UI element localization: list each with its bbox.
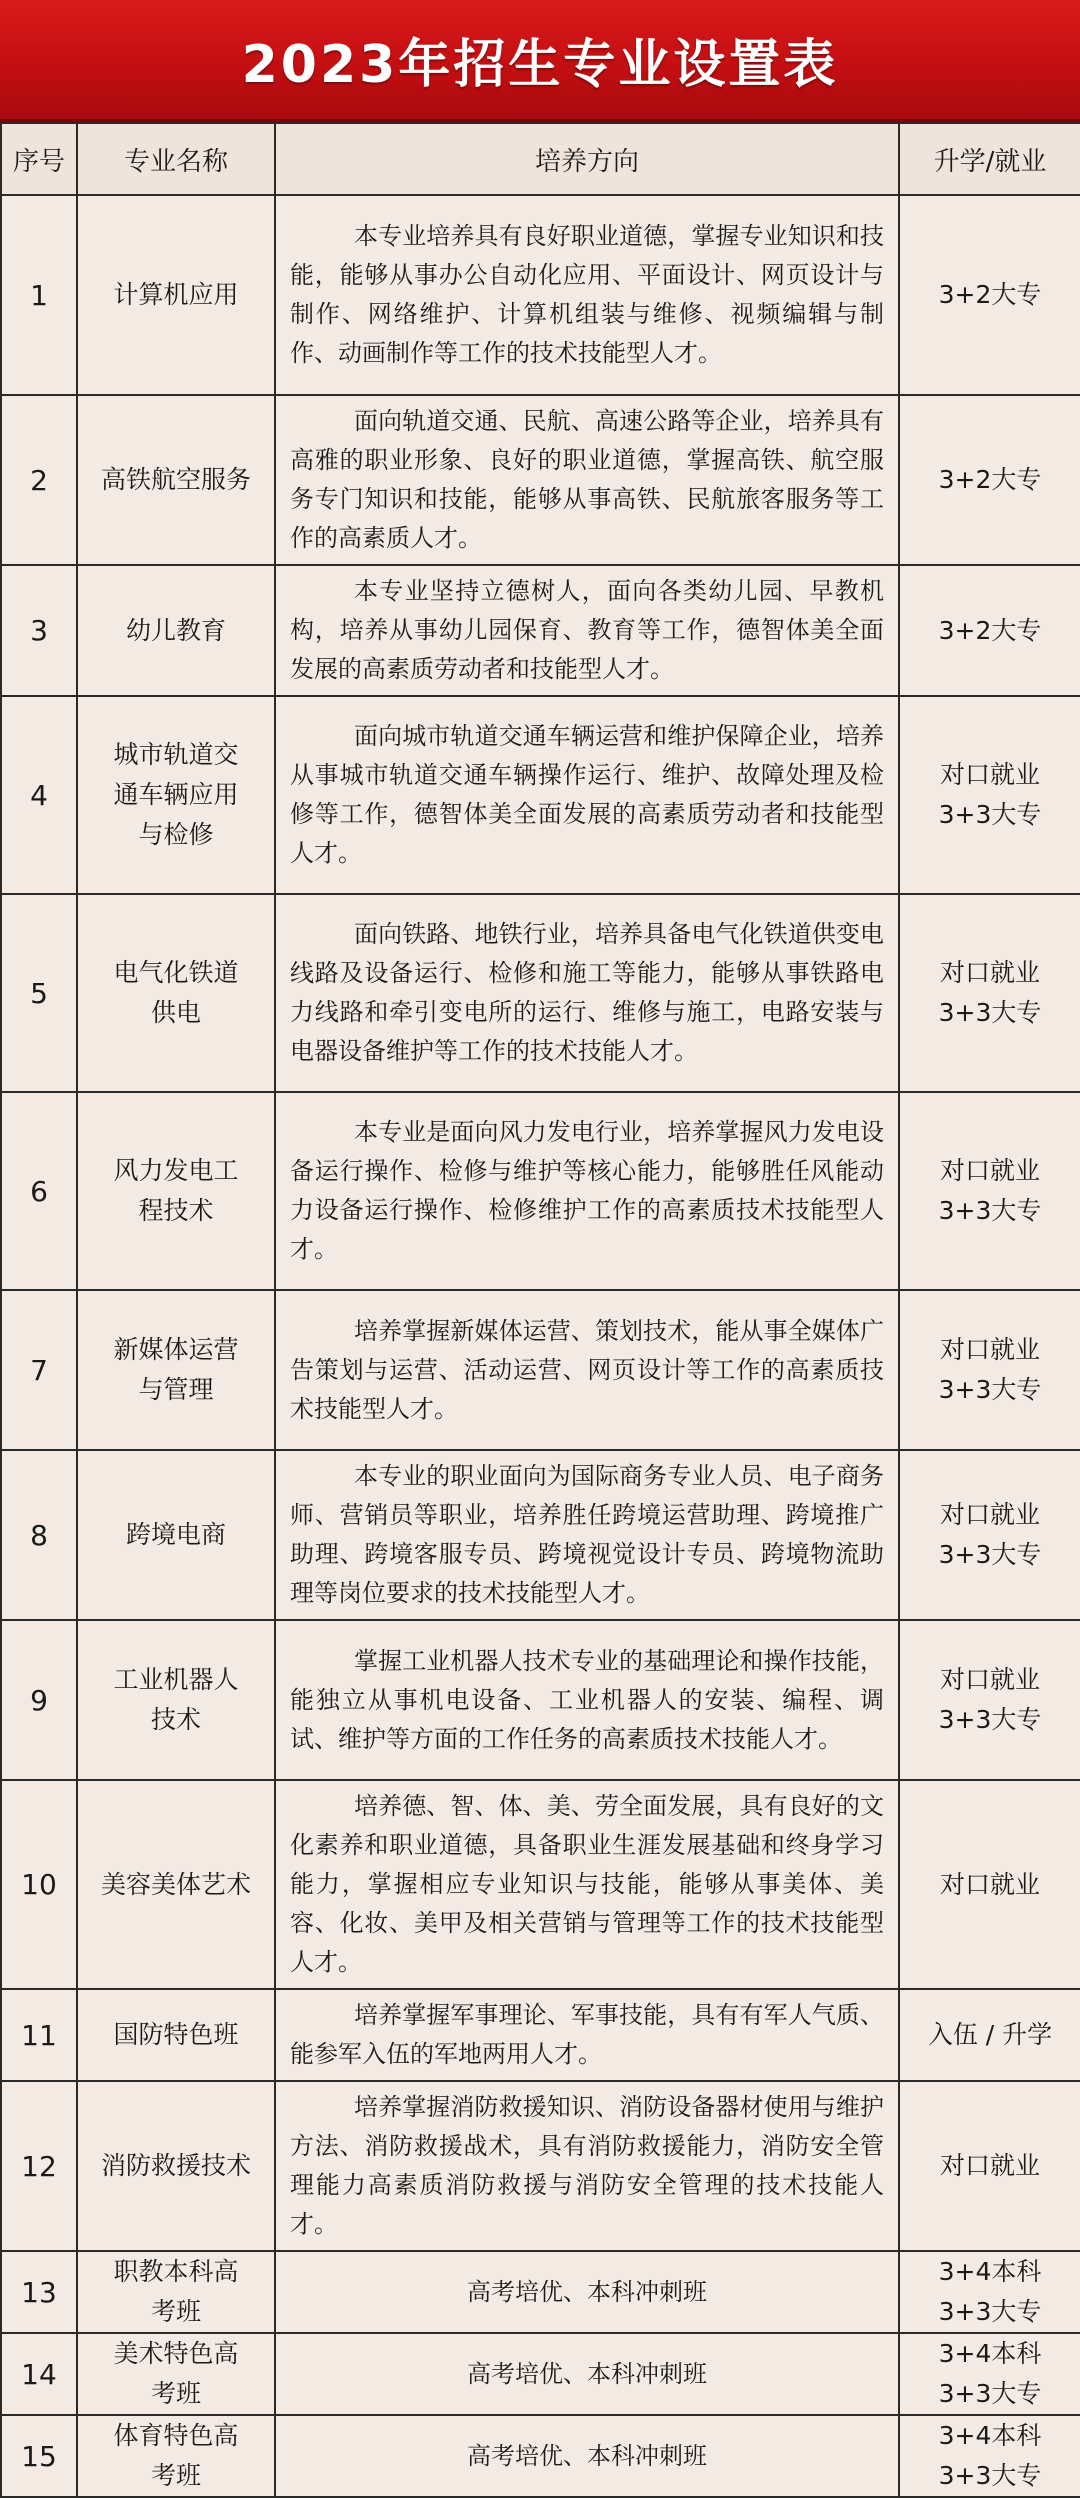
row-number: 15 bbox=[1, 2415, 77, 2497]
table-row bbox=[1, 1780, 1080, 1989]
direction-text: 面向轨道交通、民航、高速公路等企业，培养具有高雅的职业形象、良好的职业道德，掌握高铁、航空服务专门知识和技能，能够从事高铁、民航旅客服务等工作的高素质人才。 bbox=[290, 407, 884, 552]
major-name: 国防特色班 bbox=[77, 1989, 275, 2081]
training-direction bbox=[275, 195, 899, 395]
major-name: 新媒体运营 与管理 bbox=[77, 1290, 275, 1450]
row-number: 6 bbox=[1, 1092, 77, 1290]
row-number: 8 bbox=[1, 1450, 77, 1620]
training-direction bbox=[275, 1092, 899, 1290]
direction-text: 本专业培养具有良好职业道德，掌握专业知识和技能，能够从事办公自动化应用、平面设计、网页设计与制作、网络维护、计算机组装与维修、视频编辑与制作、动画制作等工作的技术技能型人才。 bbox=[290, 222, 884, 367]
table-row bbox=[1, 1989, 1080, 2081]
table-row bbox=[1, 395, 1080, 565]
row-number: 13 bbox=[1, 2251, 77, 2333]
row-number: 3 bbox=[1, 565, 77, 696]
direction-text: 培养掌握军事理论、军事技能，具有有军人气质、能参军入伍的军地两用人才。 bbox=[290, 2001, 884, 2068]
direction-text: 本专业坚持立德树人，面向各类幼儿园、早教机构，培养从事幼儿园保育、教育等工作，德智体美全面发展的高素质劳动者和技能型人才。 bbox=[290, 577, 884, 683]
training-direction bbox=[275, 395, 899, 565]
outcome: 对口就业 3+3大专 bbox=[899, 1290, 1080, 1450]
page-title: 2023年招生专业设置表 bbox=[241, 35, 839, 95]
row-number: 10 bbox=[1, 1780, 77, 1989]
outcome: 入伍 / 升学 bbox=[899, 1989, 1080, 2081]
training-direction: 高考培优、本科冲刺班 bbox=[275, 2333, 899, 2415]
major-name: 高铁航空服务 bbox=[77, 395, 275, 565]
table-row bbox=[1, 1290, 1080, 1450]
outcome: 对口就业 bbox=[899, 2081, 1080, 2251]
major-name: 电气化铁道 供电 bbox=[77, 894, 275, 1092]
major-name: 美容美体艺术 bbox=[77, 1780, 275, 1989]
training-direction bbox=[275, 894, 899, 1092]
direction-text: 培养掌握消防救援知识、消防设备器材使用与维护方法、消防救援战术，具有消防救援能力，消防安全管理能力高素质消防救援与消防安全管理的技术技能人才。 bbox=[290, 2093, 884, 2238]
major-name: 工业机器人 技术 bbox=[77, 1620, 275, 1780]
header-no: 序号 bbox=[1, 123, 77, 195]
major-name: 消防救援技术 bbox=[77, 2081, 275, 2251]
row-number: 1 bbox=[1, 195, 77, 395]
training-direction bbox=[275, 1450, 899, 1620]
table-row bbox=[1, 2251, 1080, 2333]
outcome: 3+2大专 bbox=[899, 565, 1080, 696]
major-name: 幼儿教育 bbox=[77, 565, 275, 696]
direction-text: 培养德、智、体、美、劳全面发展，具有良好的文化素养和职业道德，具备职业生涯发展基础和终身学习能力，掌握相应专业知识与技能，能够从事美体、美容、化妆、美甲及相关营销与管理等工作的技术技能型人才。 bbox=[290, 1792, 884, 1976]
training-direction bbox=[275, 1290, 899, 1450]
training-direction bbox=[275, 1620, 899, 1780]
row-number: 14 bbox=[1, 2333, 77, 2415]
training-direction bbox=[275, 2081, 899, 2251]
direction-text: 面向铁路、地铁行业，培养具备电气化铁道供变电线路及设备运行、检修和施工等能力，能够从事铁路电力线路和牵引变电所的运行、维修与施工，电路安装与电器设备维护等工作的技术技能人才。 bbox=[290, 920, 884, 1065]
major-name: 计算机应用 bbox=[77, 195, 275, 395]
table-row bbox=[1, 2081, 1080, 2251]
major-name: 美术特色高 考班 bbox=[77, 2333, 275, 2415]
row-number: 2 bbox=[1, 395, 77, 565]
training-direction bbox=[275, 696, 899, 894]
outcome: 3+4本科 3+3大专 bbox=[899, 2333, 1080, 2415]
table-row bbox=[1, 1450, 1080, 1620]
table-header-row bbox=[1, 123, 1080, 195]
outcome: 3+4本科 3+3大专 bbox=[899, 2251, 1080, 2333]
major-name: 职教本科高 考班 bbox=[77, 2251, 275, 2333]
outcome: 对口就业 bbox=[899, 1780, 1080, 1989]
header-name: 专业名称 bbox=[77, 123, 275, 195]
table-row bbox=[1, 565, 1080, 696]
outcome: 对口就业 3+3大专 bbox=[899, 696, 1080, 894]
direction-text: 掌握工业机器人技术专业的基础理论和操作技能，能独立从事机电设备、工业机器人的安装、编程、调试、维护等方面的工作任务的高素质技术技能人才。 bbox=[290, 1646, 884, 1753]
table-row bbox=[1, 2415, 1080, 2497]
outcome: 3+2大专 bbox=[899, 195, 1080, 395]
training-direction: 高考培优、本科冲刺班 bbox=[275, 2251, 899, 2333]
header-direction: 培养方向 bbox=[275, 123, 899, 195]
row-number: 11 bbox=[1, 1989, 77, 2081]
table-row bbox=[1, 2333, 1080, 2415]
direction-text: 本专业的职业面向为国际商务专业人员、电子商务师、营销员等职业，培养胜任跨境运营助理、跨境推广助理、跨境客服专员、跨境视觉设计专员、跨境物流助理等岗位要求的技术技能型人才。 bbox=[290, 1462, 884, 1607]
table-row bbox=[1, 894, 1080, 1092]
title-banner bbox=[0, 0, 1080, 122]
row-number: 7 bbox=[1, 1290, 77, 1450]
training-direction bbox=[275, 1780, 899, 1989]
major-name: 城市轨道交 通车辆应用 与检修 bbox=[77, 696, 275, 894]
major-name: 体育特色高 考班 bbox=[77, 2415, 275, 2497]
outcome: 对口就业 3+3大专 bbox=[899, 1620, 1080, 1780]
row-number: 12 bbox=[1, 2081, 77, 2251]
training-direction bbox=[275, 1989, 899, 2081]
direction-text: 本专业是面向风力发电行业，培养掌握风力发电设备运行操作、检修与维护等核心能力，能够胜任风能动力设备运行操作、检修维护工作的高素质技术技能型人才。 bbox=[290, 1118, 884, 1263]
table-row bbox=[1, 1092, 1080, 1290]
direction-text: 培养掌握新媒体运营、策划技术，能从事全媒体广告策划与运营、活动运营、网页设计等工作的高素质技术技能型人才。 bbox=[290, 1316, 884, 1423]
table-row bbox=[1, 195, 1080, 395]
table-row bbox=[1, 696, 1080, 894]
outcome: 3+4本科 3+3大专 bbox=[899, 2415, 1080, 2497]
table-row bbox=[1, 1620, 1080, 1780]
row-number: 9 bbox=[1, 1620, 77, 1780]
training-direction bbox=[275, 565, 899, 696]
header-outcome: 升学/就业 bbox=[899, 123, 1080, 195]
major-name: 风力发电工 程技术 bbox=[77, 1092, 275, 1290]
row-number: 5 bbox=[1, 894, 77, 1092]
outcome: 对口就业 3+3大专 bbox=[899, 1450, 1080, 1620]
direction-text: 面向城市轨道交通车辆运营和维护保障企业，培养从事城市轨道交通车辆操作运行、维护、故障处理及检修等工作，德智体美全面发展的高素质劳动者和技能型人才。 bbox=[290, 722, 884, 867]
major-name: 跨境电商 bbox=[77, 1450, 275, 1620]
row-number: 4 bbox=[1, 696, 77, 894]
major-table bbox=[0, 122, 1080, 2498]
training-direction: 高考培优、本科冲刺班 bbox=[275, 2415, 899, 2497]
outcome: 3+2大专 bbox=[899, 395, 1080, 565]
outcome: 对口就业 3+3大专 bbox=[899, 894, 1080, 1092]
outcome: 对口就业 3+3大专 bbox=[899, 1092, 1080, 1290]
